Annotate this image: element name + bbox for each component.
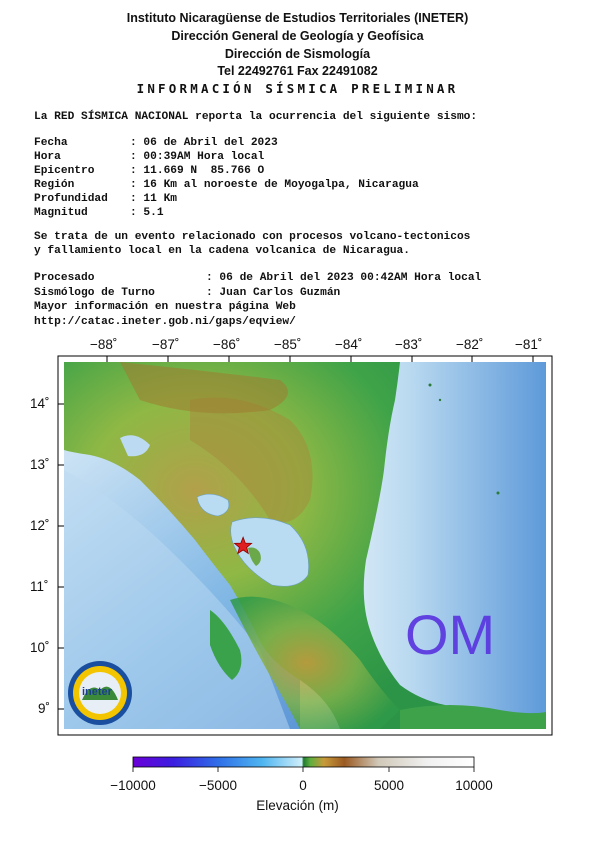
detail-label: Epicentro [34,165,95,177]
colorbar-label: −10000 [110,778,156,793]
detail-label: Hora [34,151,61,163]
detail-label: Región [34,179,75,191]
colorbar [133,757,474,767]
lat-label: 13˚ [30,457,50,472]
detail-value: : 06 de Abril del 2023 [130,137,278,149]
detail-label: Profundidad [34,193,108,205]
lon-label: −81˚ [515,337,543,352]
lat-label: 10˚ [30,640,50,655]
logo-text: ineter [82,686,112,698]
lat-label: 12˚ [30,518,50,533]
lon-label: −87˚ [152,337,180,352]
processed-label: Procesado [34,272,95,284]
lon-label: −84˚ [335,337,363,352]
colorbar-label: 5000 [373,778,405,793]
intro-text: La RED SÍSMICA NACIONAL reporta la ocurrencia del siguiente sismo: [34,111,478,123]
detail-value: : 16 Km al noroeste de Moyogalpa, Nicaragua [130,179,419,191]
lat-label: 11˚ [30,579,49,594]
lat-label: 9˚ [38,701,51,716]
phone-fax: Tel 22492761 Fax 22491082 [217,64,378,78]
report-title: INFORMACIÓN SÍSMICA PRELIMINAR [136,81,459,96]
direction-general: Dirección General de Geología y Geofísica [171,29,424,43]
colorbar-label: 0 [299,778,307,793]
detail-value: : 11.669 N 85.766 O [130,165,265,177]
seismologist-label: Sismólogo de Turno [34,287,155,299]
web-url-link[interactable]: http://catac.ineter.gob.ni/gaps/eqview/ [34,316,296,328]
detail-value: : 5.1 [130,207,164,219]
lon-label: −83˚ [395,337,423,352]
colorbar-label: −5000 [199,778,237,793]
lon-label: −86˚ [213,337,241,352]
detail-value: : 00:39AM Hora local [130,151,265,163]
seismologist-value: : Juan Carlos Guzmán [206,287,341,299]
lat-label: 14˚ [30,396,50,411]
detail-label: Fecha [34,137,68,149]
lon-label: −85˚ [274,337,302,352]
description-line: Se trata de un evento relacionado con procesos volcano-tectonicos [34,231,471,243]
watermark-text: OM [405,603,496,666]
description-line: y fallamiento local en la cadena volcanica de Nicaragua. [34,245,410,257]
detail-value: : 11 Km [130,193,177,205]
lon-label: −82˚ [456,337,484,352]
more-info-text: Mayor información en nuestra página Web [34,301,296,313]
institution-name: Instituto Nicaragüense de Estudios Territoriales (INETER) [126,11,469,25]
processed-value: : 06 de Abril del 2023 00:42AM Hora local [206,272,482,284]
colorbar-label: 10000 [455,778,493,793]
detail-label: Magnitud [34,207,88,219]
colorbar-title: Elevación (m) [256,798,339,813]
lon-label: −88˚ [90,337,118,352]
direction-sismologia: Dirección de Sismología [224,47,371,61]
